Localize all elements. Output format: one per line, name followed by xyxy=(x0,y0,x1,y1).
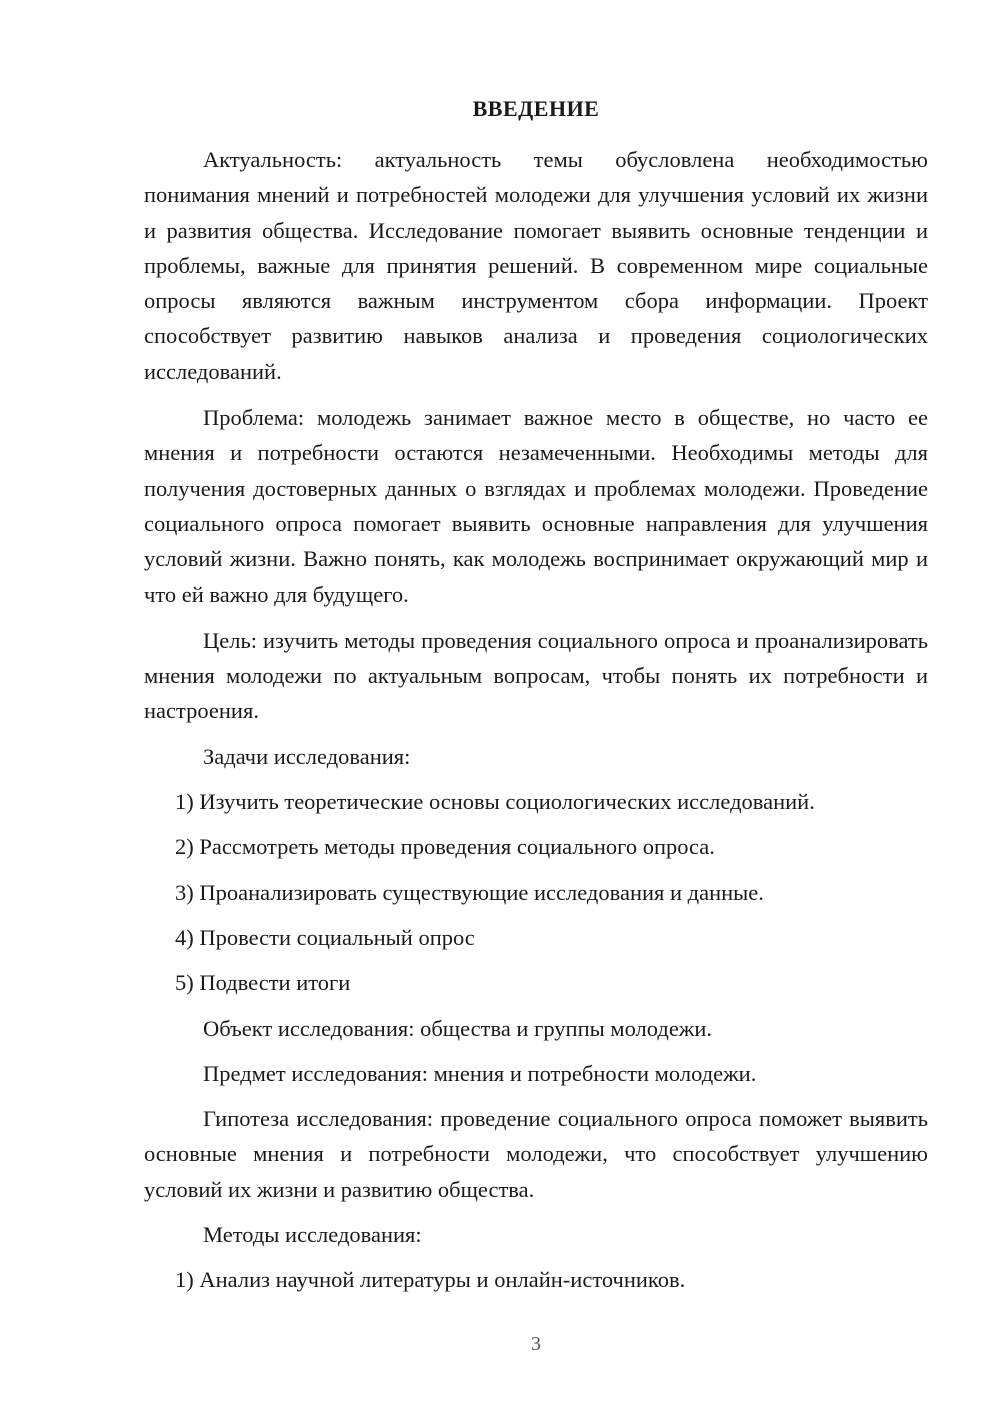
goal-paragraph: Цель: изучить методы проведения социального опроса и проанализировать мнения молодежи по актуальным вопросам, чтобы понять их потребности и настроения. xyxy=(144,627,928,724)
methods-list xyxy=(144,1262,928,1297)
problem-paragraph: Проблема: молодежь занимает важное место в обществе, но часто ее мнения и потребности остаются незамеченными. Необходимы методы для получения достоверных данных о взглядах и проблемах молодежи. Проведение социального опроса помогает выявить основные направления для улучшения условий жизни. Важно понять, как молодежь воспринимает окружающий мир и что ей важно для будущего. xyxy=(144,405,928,607)
task-item-4: 4) Провести социальный опрос xyxy=(175,924,475,950)
research-subject: Предмет исследования: мнения и потребности молодежи. xyxy=(203,1060,757,1086)
task-item-1: 1) Изучить теоретические основы социологических исследований. xyxy=(175,789,815,815)
relevance-paragraph: Актуальность: актуальность темы обусловлена необходимостью понимания мнений и потребностей молодежи для улучшения условий их жизни и развития общества. Исследование помогает выявить основные тенденции и проблемы, важные для принятия решений. В современном мире социальные опросы являются важным инструментом сбора информации. Проект способствует развитию навыков анализа и проведения социологических исследований. xyxy=(144,147,928,384)
hypothesis-paragraph: Гипотеза исследования: проведение социального опроса поможет выявить основные мнения и потребности молодежи, что способствует улучшению условий их жизни и развитию общества. xyxy=(144,1106,928,1202)
methods-heading: Методы исследования: xyxy=(203,1222,422,1248)
page-number: 3 xyxy=(531,1333,541,1355)
task-item-5: 5) Подвести итоги xyxy=(175,970,351,996)
page-body xyxy=(144,142,928,1298)
method-item-1: 1) Анализ научной литературы и онлайн-источников. xyxy=(175,1267,686,1293)
tasks-heading: Задачи исследования: xyxy=(203,743,411,769)
tasks-list xyxy=(144,784,928,1000)
task-item-2: 2) Рассмотреть методы проведения социального опроса. xyxy=(175,834,715,860)
page-title: ВВЕДЕНИЕ xyxy=(472,96,600,121)
task-item-3: 3) Проанализировать существующие исследования и данные. xyxy=(175,879,764,905)
research-object: Объект исследования: общества и группы молодежи. xyxy=(203,1015,713,1041)
